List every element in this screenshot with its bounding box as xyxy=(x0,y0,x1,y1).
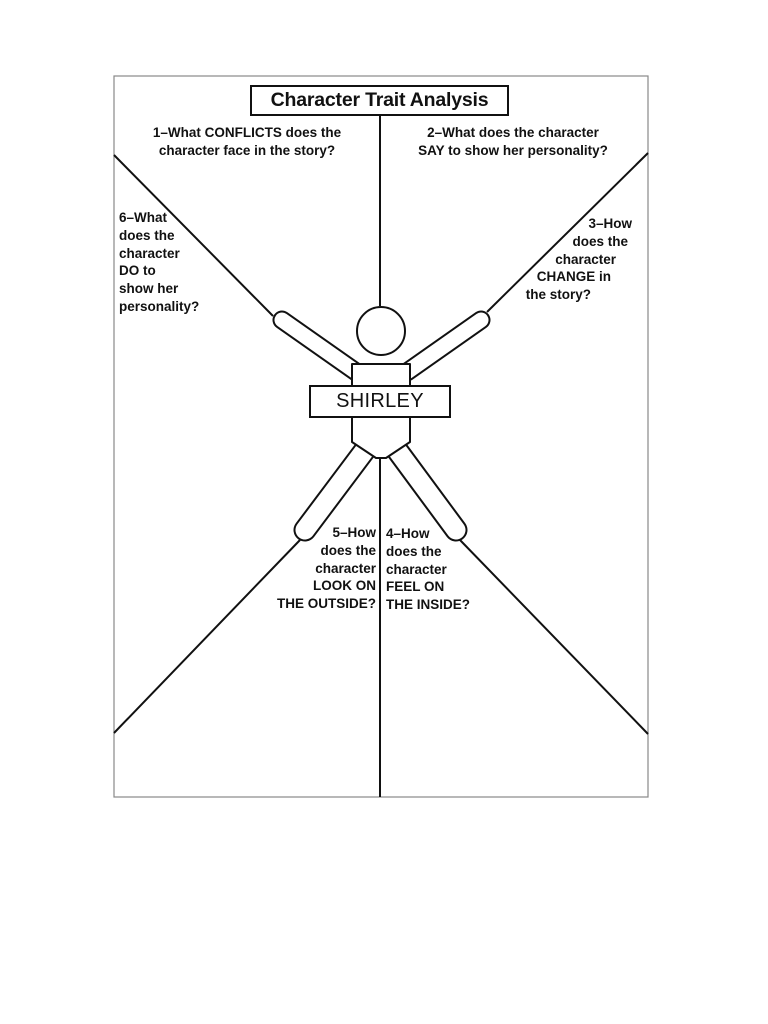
figure-left-leg xyxy=(305,446,368,530)
character-name-box: SHIRLEY xyxy=(309,385,451,418)
prompt-2-say: 2–What does the character SAY to show her personality? xyxy=(418,125,608,158)
prompt-5-look-outside: 5–How does the character LOOK ON THE OUTSIDE? xyxy=(276,525,376,612)
figure-left-arm xyxy=(282,320,356,372)
figure-head xyxy=(357,307,405,355)
prompt-3-change: 3–How does the character CHANGE in the story? xyxy=(525,216,632,303)
prompt-1-conflicts: 1–What CONFLICTS does the character face in the story? xyxy=(152,125,342,158)
prompt-6-do: 6–What does the character DO to show her personality? xyxy=(119,210,200,314)
figure-right-leg xyxy=(394,446,456,530)
figure-right-arm xyxy=(407,320,481,372)
worksheet-title: Character Trait Analysis xyxy=(250,85,509,116)
prompt-4-feel-inside: 4–How does the character FEEL ON THE INSIDE? xyxy=(386,526,471,613)
